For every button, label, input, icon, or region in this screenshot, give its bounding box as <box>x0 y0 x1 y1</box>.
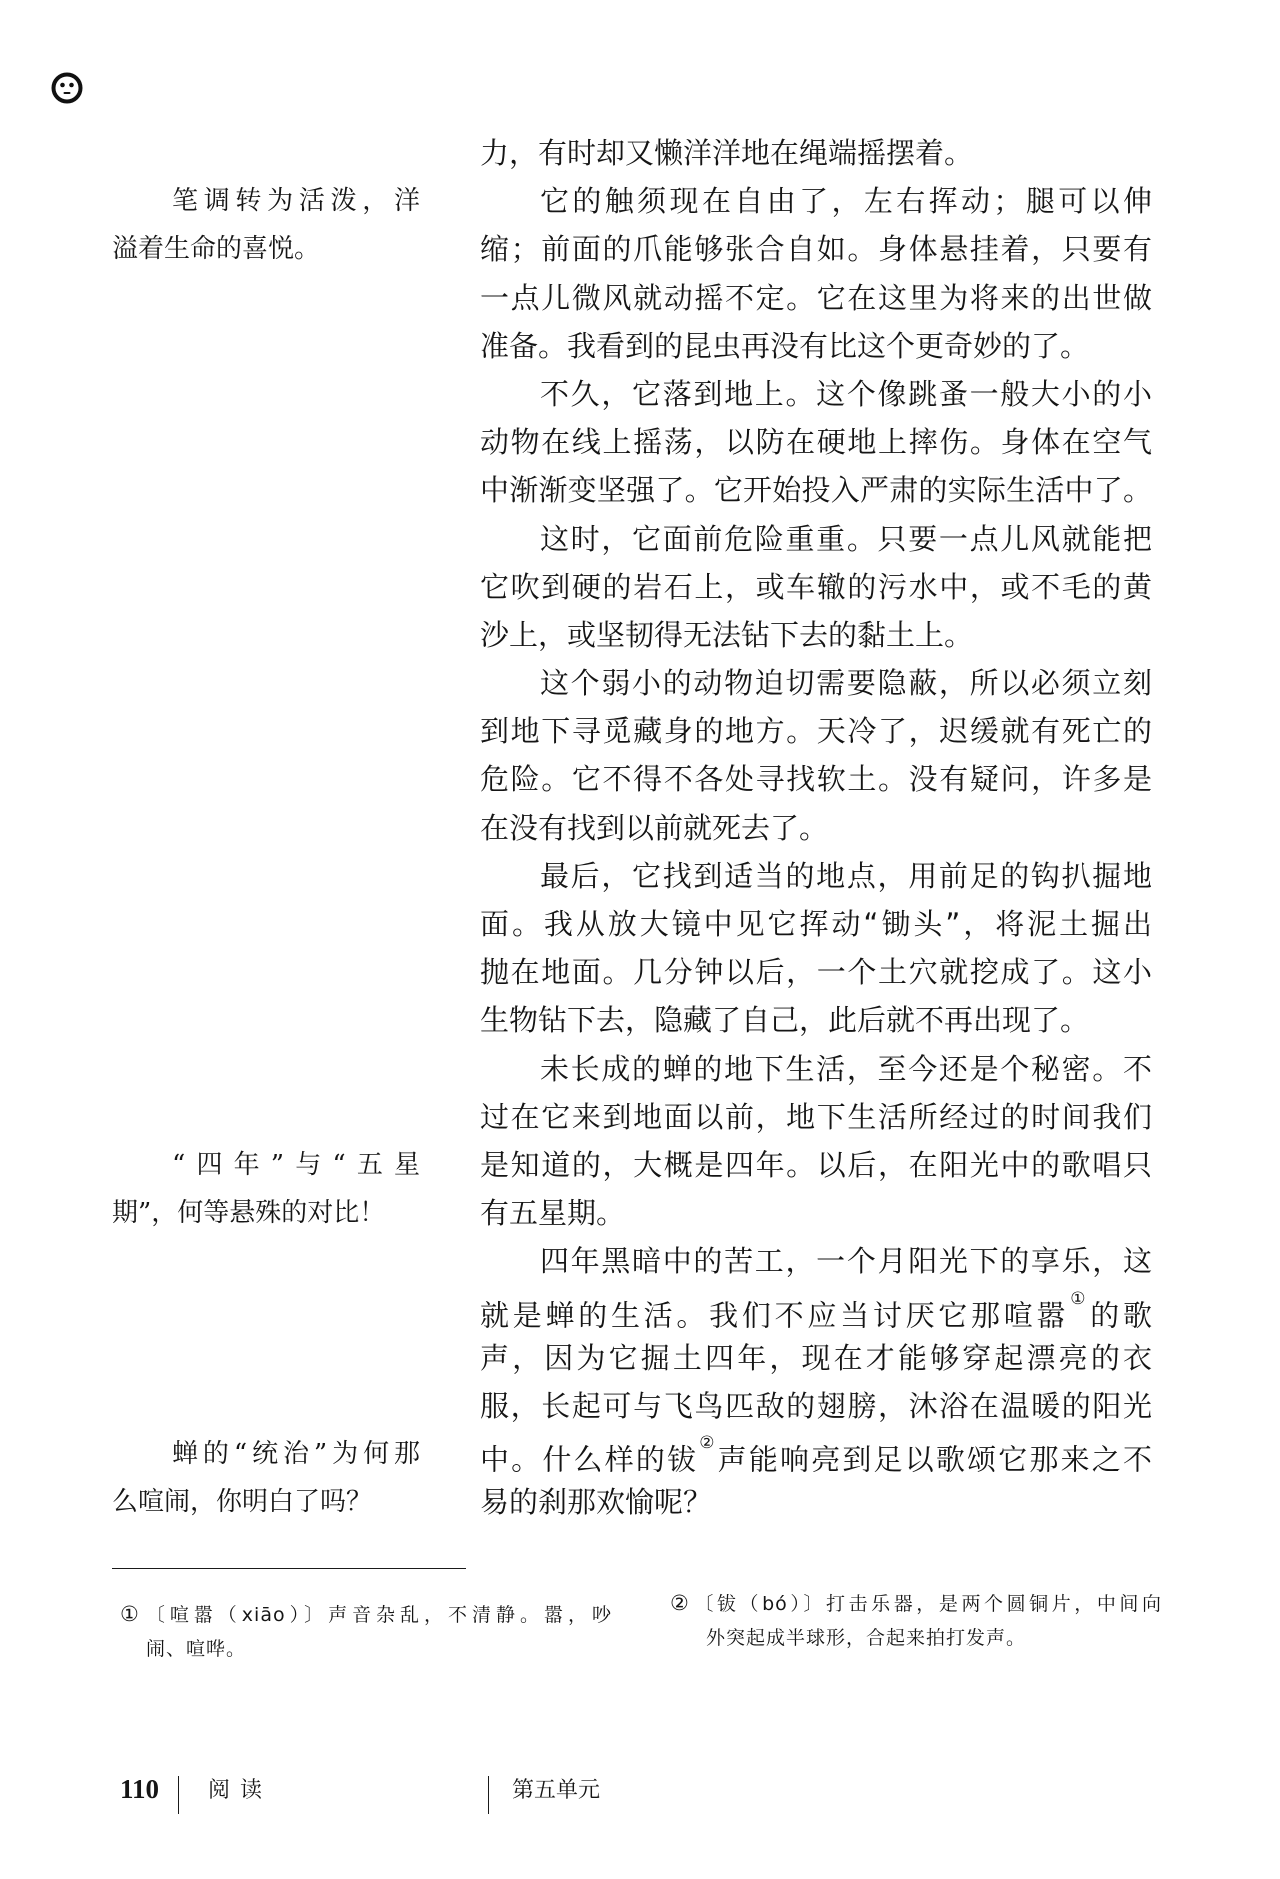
margin-note-line: “四年”与“五星 <box>172 1150 420 1180</box>
text-line: 服，长起可与飞鸟匹敌的翅膀，沐浴在温暖的阳光 <box>480 1388 1152 1423</box>
paragraph <box>480 659 1152 852</box>
text-line: 易的刹那欢愉呢？ <box>480 1485 713 1520</box>
footer-unit-label: 第五单元 <box>512 1778 601 1803</box>
text-line: 有五星期。 <box>480 1196 626 1231</box>
margin-note-line: 期”，何等悬殊的对比！ <box>112 1198 386 1229</box>
text-line: 未长成的蝉的地下生活，至今还是个秘密。不 <box>540 1051 1152 1086</box>
text-segment: 声能响亮到足以歌颂它那来之不 <box>717 1442 1152 1477</box>
text-line: 面。我从放大镜中见它挥动“锄头”，将泥土掘出 <box>480 907 1152 941</box>
text-line: 它的触须现在自由了，左右挥动；腿可以伸 <box>540 184 1152 219</box>
text-line: 生物钻下去，隐藏了自己，此后就不再出现了。 <box>480 1003 1090 1038</box>
text-line: 最后，它找到适当的地点，用前足的钩扒掘地 <box>540 858 1152 893</box>
text-line: 危险。它不得不各处寻找软土。没有疑问，许多是 <box>480 762 1152 797</box>
text-line: 抛在地面。几分钟以后，一个土穴就挖成了。这小 <box>480 955 1152 990</box>
text-line <box>480 1430 1152 1478</box>
footnote-1 <box>120 1597 612 1667</box>
text-segment: 中。什么样的钹 <box>480 1442 699 1477</box>
footnote-ref-2[interactable]: ② <box>699 1433 717 1454</box>
margin-note <box>112 1141 420 1237</box>
footnote-line: 闹、喧哗。 <box>146 1638 247 1660</box>
paragraph <box>480 1045 1152 1238</box>
text-line: 四年黑暗中的苦工，一个月阳光下的享乐，这 <box>540 1244 1152 1279</box>
text-line <box>480 1286 1152 1334</box>
footnote-line <box>120 1597 612 1632</box>
paragraph <box>480 177 1152 370</box>
text-line: 准备。我看到的昆虫再没有比这个更奇妙的了。 <box>480 328 1090 363</box>
margin-note-line: 蝉的“统治”为何那 <box>172 1439 420 1469</box>
text-line: 缩；前面的爪能够张合自如。身体悬挂着，只要有 <box>480 232 1152 267</box>
text-line: 声，因为它掘土四年，现在才能够穿起漂亮的衣 <box>480 1340 1152 1375</box>
footnote-ref-1[interactable]: ① <box>1070 1288 1090 1309</box>
paragraph <box>480 1237 1152 1526</box>
text-line: 到地下寻觅藏身的地方。天冷了，迟缓就有死亡的 <box>480 714 1152 749</box>
text-line: 是知道的，大概是四年。以后，在阳光中的歌唱只 <box>480 1147 1152 1182</box>
footnote-2 <box>670 1586 1162 1656</box>
margin-note <box>112 177 420 273</box>
footnote-text: 〔钹（bó）〕打击乐器，是两个圆铜片，中间向 <box>694 1593 1162 1615</box>
text-line: 动物在线上摇荡，以防在硬地上摔伤。身体在空气 <box>480 425 1152 460</box>
text-line: 不久，它落到地上。这个像跳蚤一般大小的小 <box>540 376 1152 411</box>
footer-section-label: 阅读 <box>208 1778 273 1803</box>
footnote-marker: ② <box>670 1591 693 1615</box>
text-line: 这时，它面前危险重重。只要一点儿风就能把 <box>540 521 1152 556</box>
footnote-line: 外突起成半球形，合起来拍打发声。 <box>706 1627 1027 1649</box>
text-segment: 就是蝉的生活。我们不应当讨厌它那喧嚣 <box>480 1298 1070 1333</box>
margin-note <box>112 1430 420 1526</box>
text-line: 力，有时却又懒洋洋地在绳端摇摆着。 <box>480 136 974 170</box>
footnote-marker: ① <box>120 1602 144 1626</box>
margin-note-line: 笔调转为活泼，洋 <box>172 186 420 216</box>
page-number: 110 <box>120 1774 160 1804</box>
footer-divider <box>488 1776 489 1814</box>
footer-divider <box>178 1776 179 1814</box>
text-line: 在没有找到以前就死去了。 <box>480 810 829 845</box>
paragraph <box>480 515 1152 660</box>
paragraph <box>480 370 1152 515</box>
text-line: 沙上，或坚韧得无法钻下去的黏土上。 <box>480 617 974 652</box>
text-line: 这个弱小的动物迫切需要隐蔽，所以必须立刻 <box>540 666 1152 701</box>
footnote-divider <box>112 1568 466 1569</box>
footnote-line <box>670 1586 1162 1621</box>
paragraph <box>480 129 1152 177</box>
text-line: 它吹到硬的岩石上，或车辙的污水中，或不毛的黄 <box>480 569 1152 604</box>
text-segment: 的歌 <box>1090 1298 1152 1333</box>
margin-note-line: 么喧闹，你明白了吗？ <box>112 1487 373 1518</box>
text-line: 一点儿微风就动摇不定。它在这里为将来的出世做 <box>480 280 1152 315</box>
text-line: 过在它来到地面以前，地下生活所经过的时间我们 <box>480 1099 1152 1134</box>
main-text-column <box>480 129 1152 1526</box>
smiley-face-icon <box>50 71 84 105</box>
margin-note-line: 溢着生命的喜悦。 <box>112 234 321 265</box>
paragraph <box>480 852 1152 1045</box>
text-line: 中渐渐变坚强了。它开始投入严肃的实际生活中了。 <box>480 473 1152 508</box>
footnote-text: 〔喧嚣（xiāo）〕声音杂乱，不清静。嚣，吵 <box>145 1604 612 1626</box>
